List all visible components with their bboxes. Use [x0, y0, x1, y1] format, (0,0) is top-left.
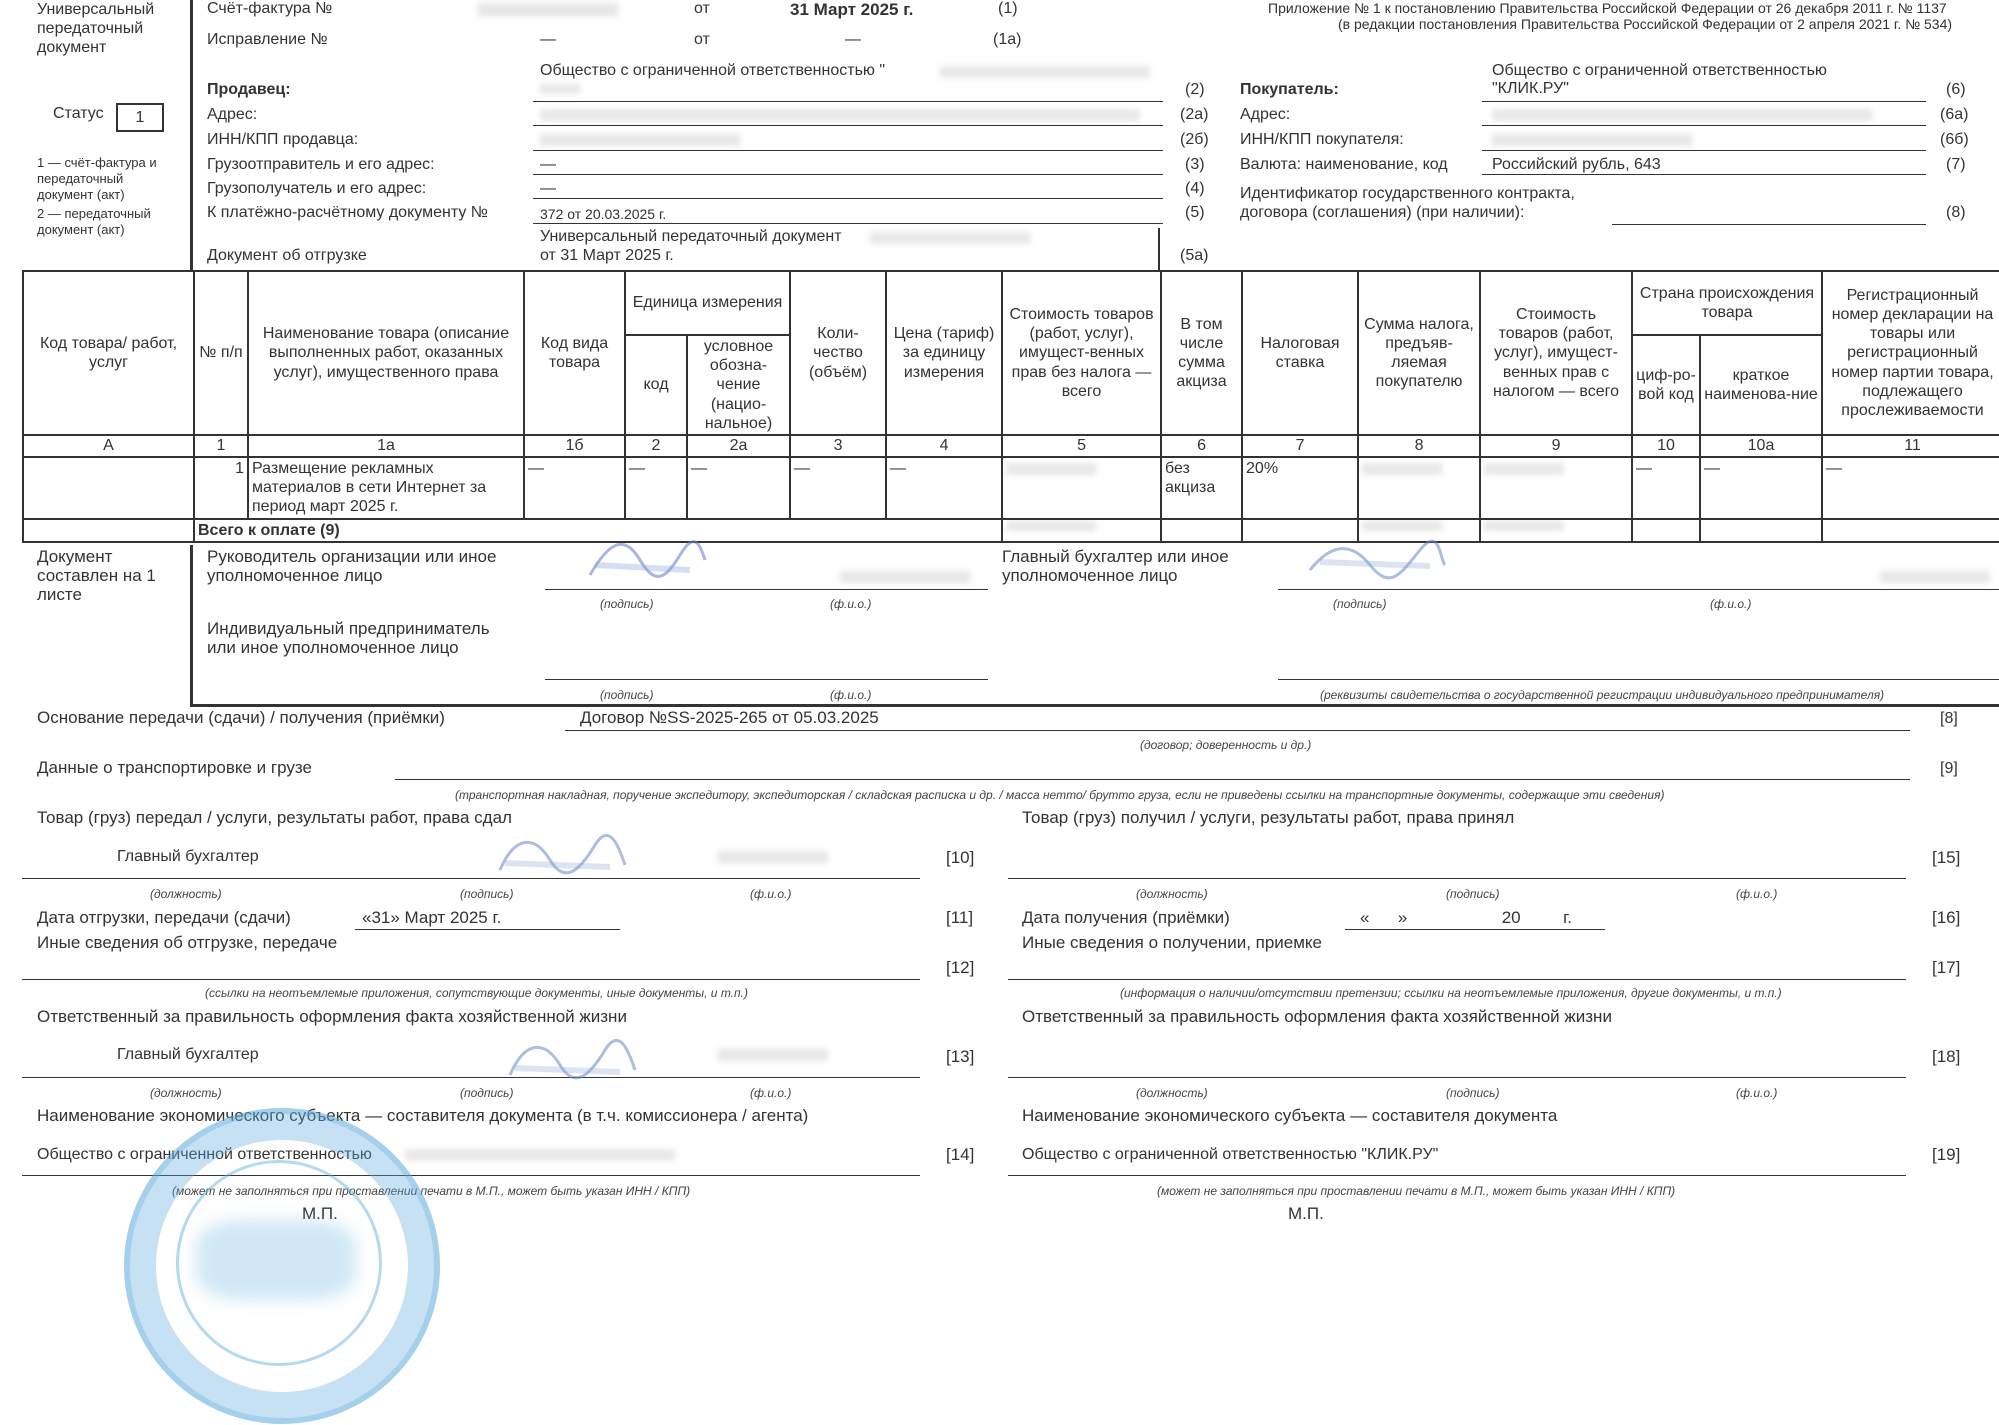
gave-position-cap: (должность) — [150, 887, 222, 901]
row-unit-code: — — [625, 457, 687, 519]
colnum: 1а — [248, 435, 524, 457]
contract-code: (8) — [1946, 204, 1966, 221]
colnum: 1б — [524, 435, 625, 457]
row-excise: без акциза — [1161, 457, 1242, 519]
sign-bottom-border — [190, 704, 1999, 707]
shipdoc-code: (5а) — [1180, 247, 1209, 264]
row-price: — — [886, 457, 1002, 519]
seller-address-code: (2а) — [1180, 106, 1209, 123]
entity-left-redacted — [405, 1149, 675, 1161]
resp-code: [13] — [946, 1047, 975, 1066]
seller-name-redacted-2 — [540, 84, 580, 94]
basis-cap: (договор; доверенность и др.) — [1140, 738, 1312, 752]
consignee-code: (4) — [1185, 180, 1205, 197]
entity-label-right: Наименование экономического субъекта — составителя документа — [1022, 1106, 1558, 1125]
colnum: 4 — [886, 435, 1002, 457]
th-unit: Единица измерения — [625, 271, 790, 335]
got-code: [15] — [1932, 848, 1961, 867]
shipdoc-value-2: от 31 Март 2025 г. — [540, 247, 674, 264]
contract-label-2: договора (соглашения) (при наличии): — [1240, 204, 1525, 221]
recv-date-label: Дата получения (приёмки) — [1022, 908, 1230, 927]
correction-from: от — [694, 31, 710, 48]
other-recv-label: Иные сведения о получении, приемке — [1022, 933, 1323, 952]
colnum: 10 — [1632, 435, 1700, 457]
resp-code-right: [18] — [1932, 1047, 1961, 1066]
consignee-value: — — [540, 180, 556, 197]
basis-code: [8] — [1940, 710, 1958, 727]
accountant-fio-redacted — [1880, 571, 1990, 583]
head-label: Руководитель организации или иное уполномоченное лицо — [207, 547, 497, 585]
colnum: 5 — [1002, 435, 1161, 457]
ip-fio-cap: (ф.и.о.) — [830, 688, 872, 702]
shipper-value: — — [540, 156, 556, 173]
th-excise: В том числе сумма акциза — [1161, 271, 1242, 435]
th-unit-name: условное обозна-чение (нацио-нальное) — [687, 335, 790, 435]
colnum: 1 — [194, 435, 248, 457]
row-reg: — — [1822, 457, 1999, 519]
currency-value: Российский рубль, 643 — [1492, 156, 1661, 173]
resp-r-sign-cap: (подпись) — [1446, 1086, 1500, 1100]
shipper-label: Грузоотправитель и его адрес: — [207, 156, 435, 173]
th-country-name: краткое наименова-ние — [1700, 335, 1822, 435]
buyer-inn-redacted — [1492, 134, 1692, 146]
total-cost-notax — [1002, 519, 1161, 542]
th-country: Страна происхождения товара — [1632, 271, 1822, 335]
ship-date-value: «31» Март 2025 г. — [362, 908, 502, 927]
other-recv-code: [17] — [1932, 958, 1961, 977]
colnum: 8 — [1358, 435, 1480, 457]
th-country-code: циф-ро-вой код — [1632, 335, 1700, 435]
total-label: Всего к оплате (9) — [194, 519, 1002, 542]
payment-code: (5) — [1185, 204, 1205, 221]
payment-label: К платёжно-расчётному документу № — [207, 204, 488, 221]
other-ship-label: Иные сведения об отгрузке, передаче — [37, 933, 338, 952]
row-cost-notax — [1002, 457, 1161, 519]
gave-sign-cap: (подпись) — [460, 887, 514, 901]
row-country-code: — — [1632, 457, 1700, 519]
gave-fio-cap: (ф.и.о.) — [750, 887, 792, 901]
th-rate: Налоговая ставка — [1242, 271, 1358, 435]
buyer-inn-label: ИНН/КПП покупателя: — [1240, 131, 1404, 148]
contract-label-1: Идентификатор государственного контракта, — [1240, 185, 1575, 202]
accountant-fio-cap: (ф.и.о.) — [1710, 597, 1752, 611]
th-code: Код товара/ работ, услуг — [23, 271, 194, 435]
entity-label-left: Наименование экономического субъекта — составителя документа (в т.ч. комиссионера / агента) — [37, 1106, 809, 1125]
head-fio-cap: (ф.и.о.) — [830, 597, 872, 611]
head-sign-cap: (подпись) — [600, 597, 654, 611]
accountant-label: Главный бухгалтер или иное уполномоченное лицо — [1002, 547, 1229, 585]
colnum: 2а — [687, 435, 790, 457]
th-tax: Сумма налога, предъяв-ляемая покупателю — [1358, 271, 1480, 435]
seller-address-label: Адрес: — [207, 106, 258, 123]
shipdoc-number-redacted — [870, 232, 1030, 244]
transport-label: Данные о транспортировке и грузе — [37, 758, 312, 777]
currency-label: Валюта: наименование, код — [1240, 156, 1448, 173]
resp-position: Главный бухгалтер — [117, 1046, 259, 1063]
row-qty: — — [790, 457, 886, 519]
left-divider — [190, 0, 193, 270]
mp-right: М.П. — [1288, 1204, 1324, 1223]
accountant-sign-cap: (подпись) — [1333, 597, 1387, 611]
th-cost-notax: Стоимость товаров (работ, услуг), имущест-венных прав без налога — всего — [1002, 271, 1161, 435]
status-label: Статус — [53, 105, 104, 122]
th-qty: Коли-чество (объём) — [790, 271, 886, 435]
seal-cap-right: (может не заполняться при проставлении печати в М.П., может быть указан ИНН / КПП) — [1157, 1184, 1676, 1198]
colnum: 10а — [1700, 435, 1822, 457]
correction-label: Исправление № — [207, 31, 328, 48]
correction-code: (1а) — [993, 31, 1022, 48]
entity-left: Общество с ограниченной ответственностью — [37, 1146, 372, 1163]
buyer-name-2: "КЛИК.РУ" — [1492, 80, 1569, 97]
status-value: 1 — [116, 103, 164, 132]
ip-cert-cap: (реквизиты свидетельства о государственной регистрации индивидуального предпринимателя) — [1320, 688, 1885, 702]
th-np: № п/п — [194, 271, 248, 435]
colnum: 2 — [625, 435, 687, 457]
goods-table — [22, 270, 1999, 543]
th-price: Цена (тариф) за единицу измерения — [886, 271, 1002, 435]
buyer-address-code: (6а) — [1940, 106, 1969, 123]
th-kind: Код вида товара — [524, 271, 625, 435]
currency-code: (7) — [1946, 156, 1966, 173]
recv-date-code: [16] — [1932, 908, 1961, 927]
basis-value: Договор №SS-2025-265 от 05.03.2025 — [580, 708, 879, 727]
company-stamp-core — [196, 1220, 356, 1300]
invoice-from: от — [694, 0, 710, 17]
row-np: 1 — [194, 457, 248, 519]
colnum: 7 — [1242, 435, 1358, 457]
ship-date-label: Дата отгрузки, передачи (сдачи) — [37, 908, 291, 927]
appendix-line-2: (в редакции постановления Правительства Российской Федерации от 2 апреля 2021 г. № 534) — [1338, 16, 1953, 32]
shipdoc-divider — [1158, 228, 1160, 270]
recv-date-value: « » 20 г. — [1360, 908, 1572, 927]
resp-label-right: Ответственный за правильность оформления факта хозяйственной жизни — [1022, 1007, 1612, 1026]
resp-position-cap: (должность) — [150, 1086, 222, 1100]
row-country-name: — — [1700, 457, 1822, 519]
ip-sign-cap: (подпись) — [600, 688, 654, 702]
got-sign-cap: (подпись) — [1446, 887, 1500, 901]
got-position-cap: (должность) — [1136, 887, 1208, 901]
signature-head — [580, 530, 710, 590]
doc-pages: Документ составлен на 1 листе — [37, 547, 156, 604]
buyer-name-1: Общество с ограниченной ответственностью — [1492, 62, 1827, 79]
ship-date-code: [11] — [946, 908, 974, 927]
seller-inn-label: ИНН/КПП продавца: — [207, 131, 359, 148]
row-name: Размещение рекламных материалов в сети Интернет за период март 2025 г. — [248, 457, 524, 519]
status-note-1: 1 — счёт-фактура и передаточный документ (акт) — [37, 155, 157, 202]
other-recv-cap: (информация о наличии/отсутствии претензии; ссылки на неотъемлемые приложения, другие документы, и т.п.) — [1120, 986, 1782, 1000]
invoice-code: (1) — [998, 0, 1018, 17]
consignee-label: Грузополучатель и его адрес: — [207, 180, 427, 197]
seller-title: Продавец: — [207, 81, 291, 98]
row-cost-tax — [1480, 457, 1632, 519]
gave-position: Главный бухгалтер — [117, 848, 259, 865]
signature-resp — [500, 1030, 640, 1090]
ip-label: Индивидуальный предприниматель или иное уполномоченное лицо — [207, 619, 490, 657]
doc-type: Универсальный передаточный документ — [37, 1, 155, 56]
signature-gave — [490, 825, 630, 885]
th-name: Наименование товара (описание выполненных работ, оказанных услуг), имущественного права — [248, 271, 524, 435]
seller-inn-redacted — [540, 134, 740, 146]
entity-right-code: [19] — [1932, 1145, 1961, 1164]
table-row — [23, 457, 1999, 519]
seller-name-code: (2) — [1185, 81, 1205, 98]
seal-cap-left: (может не заполняться при проставлении печати в М.П., может быть указан ИНН / КПП) — [172, 1184, 691, 1198]
th-cost-tax: Стоимость товаров (работ, услуг), имущест-венных прав с налогом — всего — [1480, 271, 1632, 435]
colnum: 6 — [1161, 435, 1242, 457]
correction-date: — — [845, 31, 861, 48]
correction-value: — — [540, 31, 556, 48]
total-cost-tax — [1480, 519, 1632, 542]
resp-r-fio-cap: (ф.и.о.) — [1736, 1086, 1778, 1100]
buyer-address-label: Адрес: — [1240, 106, 1291, 123]
payment-value: 372 от 20.03.2025 г. — [540, 206, 667, 222]
other-ship-code: [12] — [946, 958, 975, 977]
buyer-title: Покупатель: — [1240, 81, 1339, 98]
buyer-address-redacted — [1492, 109, 1872, 121]
colnum: 3 — [790, 435, 886, 457]
buyer-name-code: (6) — [1946, 81, 1966, 98]
resp-fio-cap: (ф.и.о.) — [750, 1086, 792, 1100]
gave-fio-redacted — [718, 851, 828, 863]
colnum: 11 — [1822, 435, 1999, 457]
transport-code: [9] — [1940, 760, 1958, 777]
resp-fio-redacted — [718, 1049, 828, 1061]
shipper-code: (3) — [1185, 156, 1205, 173]
buyer-inn-code: (6б) — [1940, 131, 1969, 148]
entity-left-code: [14] — [946, 1145, 975, 1164]
seller-inn-code: (2б) — [1180, 131, 1209, 148]
basis-label: Основание передачи (сдачи) / получения (приёмки) — [37, 708, 445, 727]
signature-accountant — [1300, 530, 1450, 590]
gave-label: Товар (груз) передал / услуги, результаты работ, права сдал — [37, 808, 512, 827]
shipdoc-value-1: Универсальный передаточный документ — [540, 228, 842, 245]
mp-left: М.П. — [302, 1204, 338, 1223]
colnum: А — [23, 435, 194, 457]
seller-name-redacted — [940, 66, 1150, 78]
head-fio-redacted — [840, 571, 970, 583]
th-unit-code: код — [625, 335, 687, 435]
gave-code: [10] — [946, 848, 975, 867]
invoice-number-redacted — [478, 3, 618, 17]
invoice-date: 31 Март 2025 г. — [790, 0, 914, 19]
resp-r-position-cap: (должность) — [1136, 1086, 1208, 1100]
transport-cap: (транспортная накладная, поручение экспедитору, экспедиторская / складская расписка и др. / масса нетто/ брутто груза, если не приведены ссылки на транспортные документы, содержащие эти сведения) — [455, 788, 1665, 802]
entity-right: Общество с ограниченной ответственностью "КЛИК.РУ" — [1022, 1146, 1439, 1163]
got-label: Товар (груз) получил / услуги, результаты работ, права принял — [1022, 808, 1515, 827]
appendix-line-1: Приложение № 1 к постановлению Правительства Российской Федерации от 26 декабря 2011 г. № 1137 — [1268, 0, 1947, 16]
row-rate: 20% — [1242, 457, 1358, 519]
row-kind: — — [524, 457, 625, 519]
other-ship-cap: (ссылки на неотъемлемые приложения, сопутствующие документы, иные документы, и т.п.) — [205, 986, 748, 1000]
got-fio-cap: (ф.и.о.) — [1736, 887, 1778, 901]
invoice-label: Счёт-фактура № — [207, 0, 333, 17]
sign-left-divider — [190, 545, 193, 707]
status-note-2: 2 — передаточный документ (акт) — [37, 206, 151, 237]
colnum: 9 — [1480, 435, 1632, 457]
shipdoc-label: Документ об отгрузке — [207, 247, 367, 264]
resp-label-left: Ответственный за правильность оформления факта хозяйственной жизни — [37, 1007, 627, 1026]
row-tax — [1358, 457, 1480, 519]
resp-sign-cap: (подпись) — [460, 1086, 514, 1100]
th-reg: Регистрационный номер декларации на товары или регистрационный номер партии товара, подлежащего прослеживаемости — [1822, 271, 1999, 435]
row-unit-name: — — [687, 457, 790, 519]
seller-name: Общество с ограниченной ответственностью " — [540, 62, 886, 79]
seller-address-redacted — [540, 109, 1140, 121]
